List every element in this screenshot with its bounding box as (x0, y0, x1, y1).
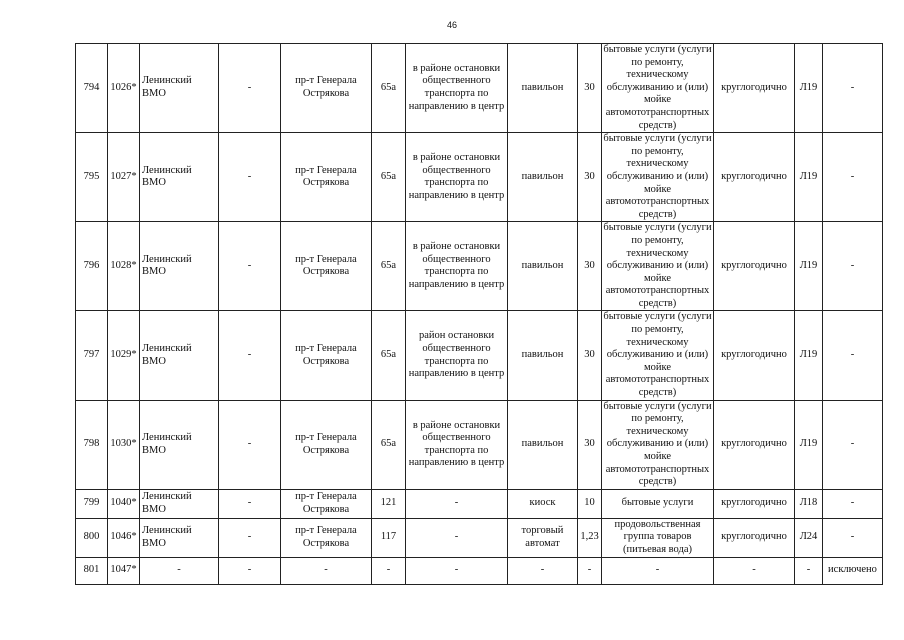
cell-specialization: бытовые услуги (услуги по ремонту, техническому обслуживанию и (или) мойке автомототранспортных средств) (602, 222, 714, 311)
cell-period: круглогодично (714, 489, 795, 518)
cell-object-type: павильон (508, 311, 578, 400)
cell-note: - (823, 44, 883, 133)
cell-area: 30 (578, 400, 602, 489)
cell-house-number: 65а (372, 311, 406, 400)
cell-object-type: киоск (508, 489, 578, 518)
registry-table (75, 43, 883, 585)
cell-period: круглогодично (714, 400, 795, 489)
cell-scheme-ref: Л19 (795, 44, 823, 133)
cell-house-number: 65а (372, 133, 406, 222)
cell-row-number: 796 (76, 222, 108, 311)
table-row (76, 222, 883, 311)
cell-location: в районе остановки общественного транспорта по направлению в центр (406, 400, 508, 489)
table-row (76, 489, 883, 518)
cell-object-type: павильон (508, 222, 578, 311)
cell-scheme-ref: Л19 (795, 311, 823, 400)
cell-scheme-ref: Л19 (795, 222, 823, 311)
cell-house-number: 121 (372, 489, 406, 518)
cell-note: - (823, 133, 883, 222)
cell-area: 30 (578, 311, 602, 400)
cell-district: Ленинский ВМО (140, 222, 219, 311)
cell-sub-district: - (219, 44, 281, 133)
cell-row-number: 800 (76, 518, 108, 557)
cell-object-type: - (508, 557, 578, 584)
cell-period: круглогодично (714, 518, 795, 557)
cell-area: 30 (578, 133, 602, 222)
cell-district: Ленинский ВМО (140, 400, 219, 489)
table-row (76, 133, 883, 222)
cell-object-number: 1047* (108, 557, 140, 584)
cell-district: Ленинский ВМО (140, 133, 219, 222)
cell-sub-district: - (219, 400, 281, 489)
cell-scheme-ref: Л24 (795, 518, 823, 557)
table-row (76, 400, 883, 489)
cell-sub-district: - (219, 518, 281, 557)
cell-note: - (823, 222, 883, 311)
cell-house-number: 65а (372, 44, 406, 133)
table-row (76, 311, 883, 400)
table-row (76, 44, 883, 133)
cell-row-number: 797 (76, 311, 108, 400)
cell-scheme-ref: Л18 (795, 489, 823, 518)
cell-location: - (406, 518, 508, 557)
cell-area: 1,23 (578, 518, 602, 557)
cell-period: - (714, 557, 795, 584)
cell-district: - (140, 557, 219, 584)
cell-street: пр-т Генерала Острякова (281, 44, 372, 133)
cell-district: Ленинский ВМО (140, 489, 219, 518)
cell-street: - (281, 557, 372, 584)
cell-area: 30 (578, 44, 602, 133)
cell-area: - (578, 557, 602, 584)
cell-district: Ленинский ВМО (140, 44, 219, 133)
table-row (76, 518, 883, 557)
cell-period: круглогодично (714, 44, 795, 133)
cell-row-number: 795 (76, 133, 108, 222)
cell-object-number: 1046* (108, 518, 140, 557)
cell-specialization: - (602, 557, 714, 584)
cell-area: 10 (578, 489, 602, 518)
cell-object-number: 1030* (108, 400, 140, 489)
cell-period: круглогодично (714, 133, 795, 222)
cell-street: пр-т Генерала Острякова (281, 311, 372, 400)
cell-object-number: 1026* (108, 44, 140, 133)
cell-location: в районе остановки общественного транспорта по направлению в центр (406, 133, 508, 222)
cell-object-number: 1029* (108, 311, 140, 400)
cell-object-number: 1040* (108, 489, 140, 518)
cell-sub-district: - (219, 557, 281, 584)
cell-object-type: павильон (508, 44, 578, 133)
cell-house-number: 65а (372, 222, 406, 311)
cell-scheme-ref: Л19 (795, 400, 823, 489)
cell-sub-district: - (219, 222, 281, 311)
cell-specialization: бытовые услуги (602, 489, 714, 518)
cell-specialization: продовольственная группа товаров (питьевая вода) (602, 518, 714, 557)
cell-house-number: 117 (372, 518, 406, 557)
cell-note: - (823, 489, 883, 518)
cell-object-type: павильон (508, 400, 578, 489)
cell-note: - (823, 311, 883, 400)
cell-area: 30 (578, 222, 602, 311)
cell-street: пр-т Генерала Острякова (281, 489, 372, 518)
cell-street: пр-т Генерала Острякова (281, 518, 372, 557)
cell-location: - (406, 489, 508, 518)
page-number: 46 (446, 20, 457, 30)
cell-object-type: павильон (508, 133, 578, 222)
cell-period: круглогодично (714, 222, 795, 311)
cell-row-number: 794 (76, 44, 108, 133)
cell-scheme-ref: Л19 (795, 133, 823, 222)
cell-object-number: 1027* (108, 133, 140, 222)
cell-object-number: 1028* (108, 222, 140, 311)
cell-row-number: 798 (76, 400, 108, 489)
cell-house-number: 65а (372, 400, 406, 489)
cell-specialization: бытовые услуги (услуги по ремонту, техническому обслуживанию и (или) мойке автомототранспортных средств) (602, 311, 714, 400)
cell-sub-district: - (219, 489, 281, 518)
cell-location: в районе остановки общественного транспорта по направлению в центр (406, 44, 508, 133)
cell-location: район остановки общественного транспорта по направлению в центр (406, 311, 508, 400)
cell-street: пр-т Генерала Острякова (281, 133, 372, 222)
cell-specialization: бытовые услуги (услуги по ремонту, техническому обслуживанию и (или) мойке автомототранспортных средств) (602, 400, 714, 489)
cell-street: пр-т Генерала Острякова (281, 400, 372, 489)
cell-row-number: 801 (76, 557, 108, 584)
cell-note: - (823, 518, 883, 557)
cell-object-type: торговый автомат (508, 518, 578, 557)
cell-specialization: бытовые услуги (услуги по ремонту, техническому обслуживанию и (или) мойке автомототранспортных средств) (602, 133, 714, 222)
table-row (76, 557, 883, 584)
cell-sub-district: - (219, 133, 281, 222)
cell-location: - (406, 557, 508, 584)
cell-district: Ленинский ВМО (140, 311, 219, 400)
cell-note: исключено (823, 557, 883, 584)
cell-row-number: 799 (76, 489, 108, 518)
cell-district: Ленинский ВМО (140, 518, 219, 557)
cell-scheme-ref: - (795, 557, 823, 584)
cell-note: - (823, 400, 883, 489)
cell-street: пр-т Генерала Острякова (281, 222, 372, 311)
cell-period: круглогодично (714, 311, 795, 400)
cell-house-number: - (372, 557, 406, 584)
cell-location: в районе остановки общественного транспорта по направлению в центр (406, 222, 508, 311)
cell-specialization: бытовые услуги (услуги по ремонту, техническому обслуживанию и (или) мойке автомототранспортных средств) (602, 44, 714, 133)
cell-sub-district: - (219, 311, 281, 400)
